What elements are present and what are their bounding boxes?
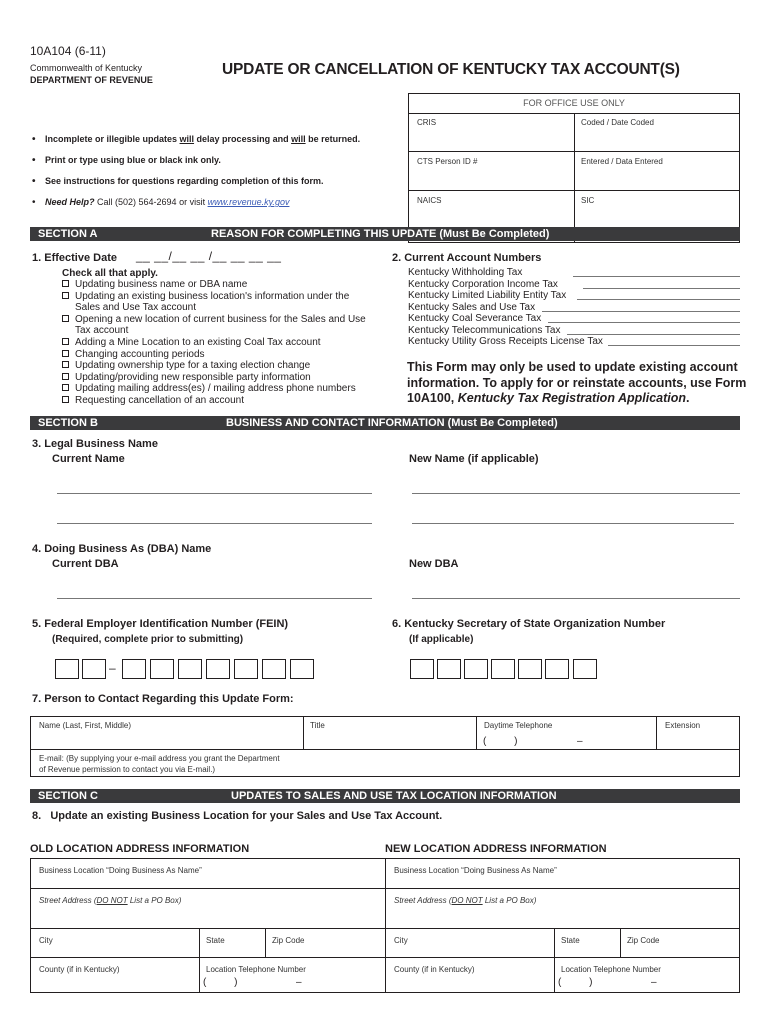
fein-digit-box[interactable] [178,659,202,679]
fein-label: 5. Federal Employer Identification Number (FEIN) [32,618,289,630]
old-location-phone-field[interactable]: Location Telephone Number [206,965,306,974]
current-name-field[interactable] [57,523,372,524]
account-label: Kentucky Utility Gross Receipts License Tax [408,336,603,347]
fein-digit-box[interactable] [290,659,314,679]
account-number-field[interactable] [608,345,740,346]
checkbox[interactable] [62,396,69,403]
new-zip-field[interactable]: Zip Code [627,936,660,945]
current-accounts-label: 2. Current Account Numbers [392,252,542,264]
table-divider [385,928,740,929]
contact-phone-field[interactable]: Daytime Telephone [484,721,553,730]
new-name-label: New Name (if applicable) [409,453,539,465]
new-location-title: NEW LOCATION ADDRESS INFORMATION [385,843,607,855]
phone-dash: – [651,977,657,988]
sos-digit-box[interactable] [518,659,542,679]
section-a-bar [30,227,740,241]
table-divider [385,957,740,958]
update-location-label: 8. Update an existing Business Location for your Sales and Use Tax Account. [32,810,443,822]
fein-digit-box[interactable] [82,659,106,679]
table-divider [30,888,386,889]
office-cris[interactable]: CRIS [417,118,437,127]
old-street-address-field[interactable]: Street Address (DO NOT List a PO Box) [39,896,182,905]
reason-option[interactable]: Updating business name or DBA name [62,279,382,291]
effective-date-label: 1. Effective Date [32,252,117,264]
office-cts[interactable]: CTS Person ID # [417,157,478,166]
account-number-field[interactable] [573,276,740,277]
instruction-bullet: • See instructions for questions regarding completion of this form. [32,176,324,186]
section-b-title: BUSINESS AND CONTACT INFORMATION (Must Be Completed) [226,417,558,429]
fein-sub-label: (Required, complete prior to submitting) [52,634,244,645]
new-city-field[interactable]: City [394,936,408,945]
form-number: 10A104 (6-11) [30,44,106,58]
reason-option[interactable]: Updating mailing address(es) / mailing address phone numbers [62,383,382,395]
section-c-title: UPDATES TO SALES AND USE TAX LOCATION INFORMATION [231,790,557,802]
form-usage-notice: This Form may only be used to update existing account information. To apply for or reinstate accounts, use Form 10A100, Kentucky Tax Registration Application. [407,360,747,405]
revenue-website-link[interactable]: www.revenue.ky.gov [207,197,290,207]
agency-name: Commonwealth of Kentucky [30,63,143,73]
phone-parens: ( ) [558,977,593,988]
new-street-address-field[interactable]: Street Address (DO NOT List a PO Box) [394,896,537,905]
section-b-bar [30,416,740,430]
new-business-location-field[interactable]: Business Location “Doing Business As Name” [394,866,557,875]
contact-extension-field[interactable]: Extension [665,721,701,730]
account-label: Kentucky Coal Severance Tax [408,313,542,324]
reason-option[interactable]: Opening a new location of current business for the Sales and Use [62,314,382,326]
office-sic[interactable]: SIC [581,196,595,205]
office-use-title: FOR OFFICE USE ONLY [523,98,625,108]
current-dba-field[interactable] [57,598,372,599]
checkbox[interactable] [62,315,69,322]
account-label: Kentucky Withholding Tax [408,267,523,278]
new-name-field[interactable] [412,523,734,524]
reason-option[interactable]: Requesting cancellation of an account [62,395,382,407]
new-state-field[interactable]: State [561,936,580,945]
fein-digit-box[interactable] [206,659,230,679]
account-number-field[interactable] [567,334,740,335]
sos-sub-label: (If applicable) [409,634,474,645]
phone-dash: – [296,977,302,988]
contact-divider [30,749,740,750]
account-label: Kentucky Corporation Income Tax [408,279,558,290]
checkbox[interactable] [62,350,69,357]
checkbox[interactable] [62,338,69,345]
contact-email-field[interactable]: E-mail: (By supplying your e-mail address you grant the Department of Revenue permission to contact you via E-mail.) [39,754,280,774]
reason-option-continued: Tax account [75,325,129,336]
form-title: UPDATE OR CANCELLATION OF KENTUCKY TAX ACCOUNT(S) [222,61,680,78]
contact-divider [303,716,304,749]
old-zip-field[interactable]: Zip Code [272,936,305,945]
fein-dash: – [109,661,116,675]
sos-digit-box[interactable] [545,659,569,679]
new-dba-label: New DBA [409,558,459,570]
current-name-label: Current Name [52,453,125,465]
office-entered[interactable]: Entered / Data Entered [581,157,663,166]
table-divider [554,928,555,993]
section-a-title: REASON FOR COMPLETING THIS UPDATE (Must Be Completed) [211,228,550,240]
new-county-field[interactable]: County (if in Kentucky) [394,965,475,974]
sos-digit-box[interactable] [491,659,515,679]
reason-option[interactable]: Updating ownership type for a taxing election change [62,360,382,372]
fein-digit-box[interactable] [55,659,79,679]
office-coded[interactable]: Coded / Date Coded [581,118,654,127]
office-divider [574,113,575,243]
account-number-field[interactable] [548,322,740,323]
department-name: DEPARTMENT OF REVENUE [30,75,153,85]
section-b-label: SECTION B [38,417,98,429]
checkbox[interactable] [62,373,69,380]
account-label: Kentucky Limited Liability Entity Tax [408,290,567,301]
reason-option[interactable]: Updating an existing business location's information under the [62,291,382,303]
contact-divider [476,716,477,749]
phone-parens: ( ) [203,977,238,988]
checkbox[interactable] [62,384,69,391]
table-divider [265,928,266,957]
current-name-field[interactable] [57,493,372,494]
old-county-field[interactable]: County (if in Kentucky) [39,965,120,974]
old-location-title: OLD LOCATION ADDRESS INFORMATION [30,843,250,855]
sos-digit-box[interactable] [464,659,488,679]
old-city-field[interactable]: City [39,936,53,945]
old-state-field[interactable]: State [206,936,225,945]
fein-digit-box[interactable] [262,659,286,679]
table-divider [385,888,740,889]
reason-option[interactable]: Changing accounting periods [62,349,382,361]
account-number-field[interactable] [583,288,740,289]
sos-digit-box[interactable] [410,659,434,679]
check-all-label: Check all that apply. [62,268,158,279]
contact-title-field[interactable]: Title [310,721,325,730]
table-divider [199,928,200,993]
account-number-field[interactable] [542,311,740,312]
current-dba-label: Current DBA [52,558,119,570]
new-dba-field[interactable] [412,598,740,599]
sos-label: 6. Kentucky Secretary of State Organization Number [392,618,666,630]
section-a-label: SECTION A [38,228,98,240]
table-divider [30,957,386,958]
reason-option[interactable]: Updating/providing new responsible party information [62,372,382,384]
section-c-label: SECTION C [38,790,98,802]
phone-dash: – [577,736,583,747]
reason-option[interactable]: Adding a Mine Location to an existing Coal Tax account [62,337,382,349]
contact-person-label: 7. Person to Contact Regarding this Update Form: [32,693,294,705]
sos-digit-box[interactable] [437,659,461,679]
checkbox[interactable] [62,361,69,368]
checkbox[interactable] [62,280,69,287]
checkbox[interactable] [62,292,69,299]
fein-digit-box[interactable] [150,659,174,679]
account-label: Kentucky Telecommunications Tax [408,325,561,336]
instruction-bullet: • Need Help? Call (502) 564-2694 or visit www.revenue.ky.gov [32,197,289,207]
dba-label: 4. Doing Business As (DBA) Name [32,543,212,555]
effective-date-input[interactable]: __ __/__ __ /__ __ __ __ [136,249,282,263]
reason-option-continued: Sales and Use Tax account [75,302,197,313]
sos-digit-box[interactable] [573,659,597,679]
account-number-field[interactable] [577,299,740,300]
legal-name-label: 3. Legal Business Name [32,438,158,450]
table-divider [620,928,621,957]
contact-name-field[interactable]: Name (Last, First, Middle) [39,721,132,730]
phone-parens: ( ) [483,736,518,747]
section-c-bar [30,789,740,803]
instruction-bullet: • Print or type using blue or black ink only. [32,155,221,165]
contact-divider [656,716,657,749]
instruction-bullet: • Incomplete or illegible updates will delay processing and will be returned. [32,134,360,144]
account-label: Kentucky Sales and Use Tax [408,302,536,313]
new-location-phone-field[interactable]: Location Telephone Number [561,965,661,974]
table-divider [30,928,386,929]
new-name-field[interactable] [412,493,740,494]
fein-digit-box[interactable] [122,659,146,679]
old-business-location-field[interactable]: Business Location “Doing Business As Name” [39,866,202,875]
fein-digit-box[interactable] [234,659,258,679]
office-naics[interactable]: NAICS [417,196,442,205]
